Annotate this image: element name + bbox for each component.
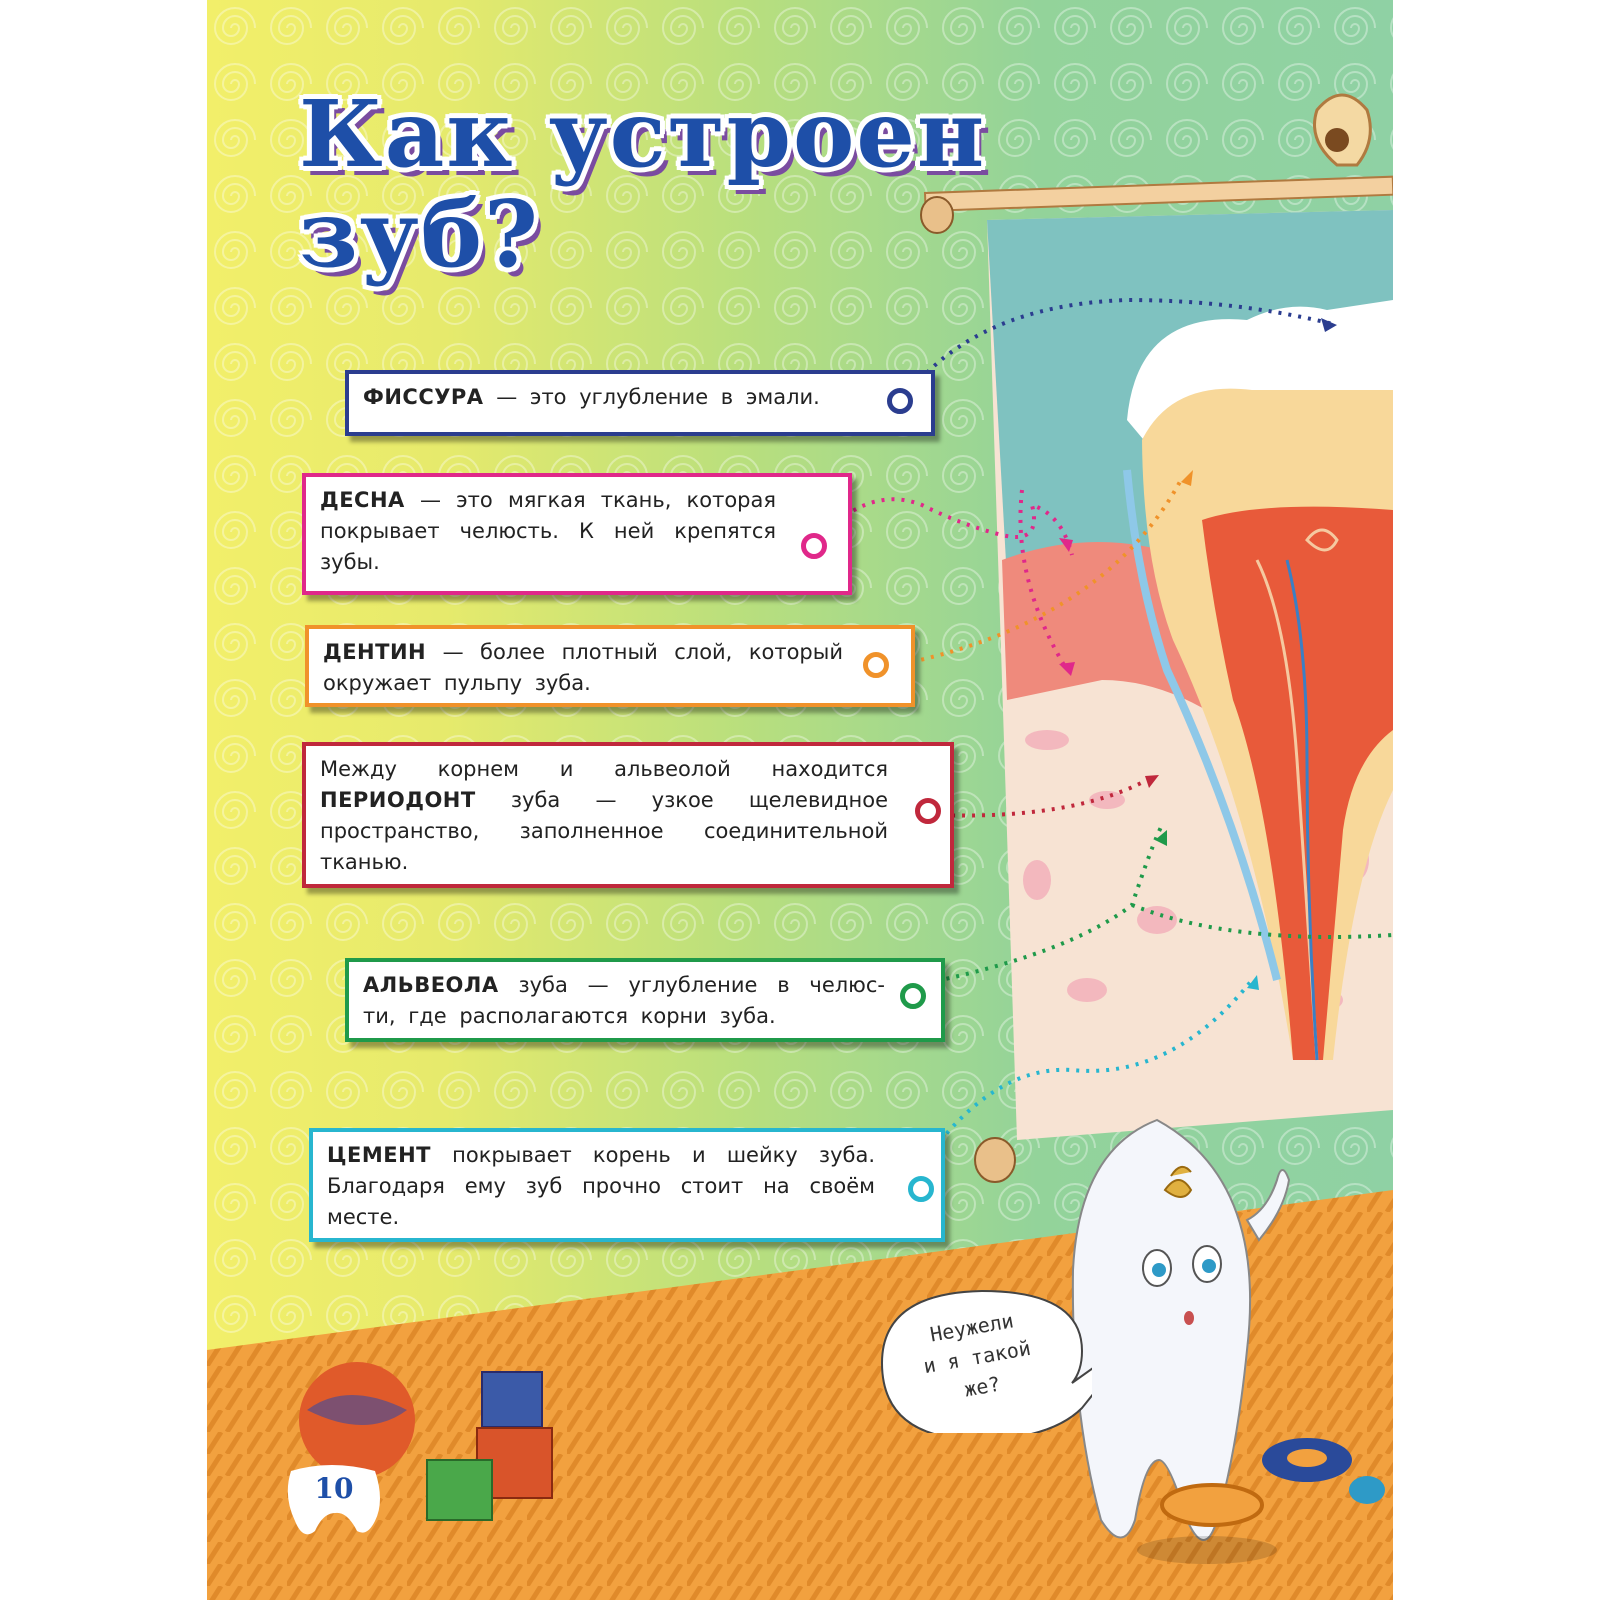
cement-term: ЦЕМЕНТ [327,1143,431,1167]
coins-illustration [1137,1420,1387,1540]
gum-definition [302,473,852,595]
periodont-definition [302,742,954,888]
gum-text: — это мягкая ткань, которая покрывает челюсть. К ней крепятся зубы. [320,488,776,574]
fissure-definition [345,370,935,436]
periodont-term: ПЕРИОДОНТ [320,788,476,812]
alveola-marker [900,983,926,1009]
dentin-marker [863,652,889,678]
dentin-term: ДЕНТИН [323,640,427,664]
gum-marker [801,533,827,559]
page-number: 10 [314,1472,354,1505]
speech-line-3: же? [962,1371,1003,1402]
alveola-text: зуба — углубление в челюс- ти, где располагаются корни зуба. [363,973,885,1028]
page-title-line1: Как устроен [299,80,987,188]
cement-definition [309,1128,945,1242]
periodont-text: зуба — узкое щелевидное пространство, заполненное соединительной тканью. [320,788,888,874]
cement-text: покрывает корень и шейку зуба. Благодаря ему зуб прочно стоит на своём месте. [327,1143,875,1229]
fissure-term: ФИССУРА [363,385,484,409]
fissure-marker [887,388,913,414]
dentin-text: — более плотный слой, который окружает пульпу зуба. [323,640,843,695]
periodont-marker [915,798,941,824]
gum-term: ДЕСНА [320,488,405,512]
speech-line-1: Неужели [928,1308,1016,1347]
speech-line-2: и я такой [921,1335,1033,1379]
dentin-definition [305,625,915,707]
alveola-definition [345,958,945,1042]
book-page [207,0,1393,1600]
page-title-line2: зуб? [299,180,540,288]
fissure-text: — это углубление в эмали. [496,385,820,409]
alveola-term: АЛЬВЕОЛА [363,973,499,997]
periodont-prefix: Между корнем и альвеолой находится [320,757,888,781]
